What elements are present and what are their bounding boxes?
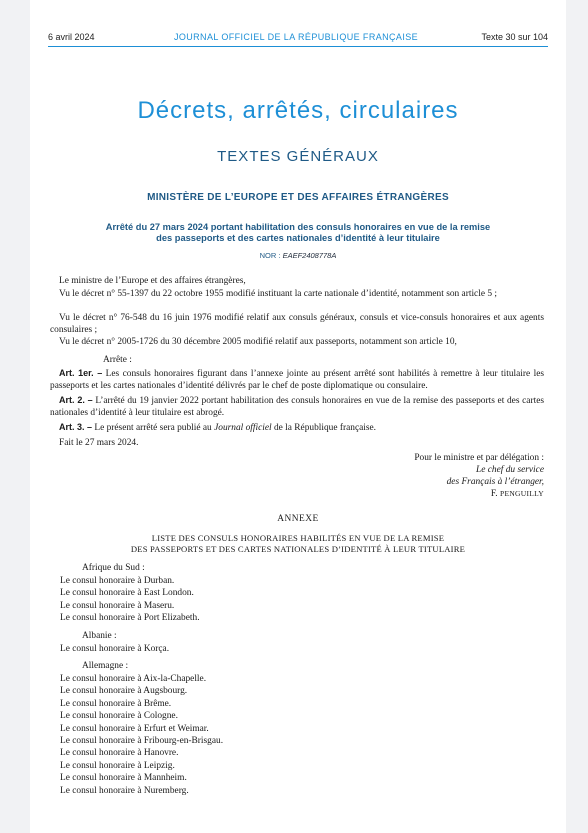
annexe-list-title (60, 533, 536, 555)
nor-reference (30, 251, 566, 260)
signature-block (414, 452, 544, 500)
annex-consul-item: Le consul honoraire à Maseru. (60, 600, 175, 611)
annex-consul-item: Le consul honoraire à Augsbourg. (60, 686, 188, 697)
nor-label: NOR : (259, 251, 281, 260)
annex-consul-item: Le consul honoraire à Durban. (60, 576, 175, 586)
visa-decree-1955: Vu le décret n° 55-1397 du 22 octobre 1955 modifié instituant la carte nationale d’identité, notamment son article 5 ; (59, 289, 497, 299)
fait-date: Fait le 27 mars 2024. (59, 438, 139, 448)
journal-officiel-ref: Journal officiel (214, 423, 272, 433)
annex-consul-item: Le consul honoraire à Cologne. (60, 711, 178, 722)
annex-consul-item: Le consul honoraire à Brême. (60, 698, 172, 709)
article-1-text: Les consuls honoraires figurant dans l’annexe jointe au présent arrêté sont habilités à remettre à leur titulaire les passeports et les cartes nationales d’identité délivrés par le chef de poste diplomatique ou consulaire. (50, 369, 544, 391)
page-margin-left (0, 0, 30, 833)
signature-line-1: Pour le ministre et par délégation : (414, 453, 544, 463)
annex-consul-item: Le consul honoraire à Port Elizabeth. (60, 613, 200, 624)
annex-consul-item: Le consul honoraire à Leipzig. (60, 760, 175, 771)
minister-line: Le ministre de l’Europe et des affaires étrangères, (59, 276, 246, 286)
article-3-label: Art. 3. – (59, 422, 93, 432)
annex-consul-item: Le consul honoraire à Mannheim. (60, 773, 187, 784)
visa-decree-2005: Vu le décret n° 2005-1726 du 30 décembre 2005 modifié relatif aux passeports, notamment son article 10, (59, 337, 457, 347)
annex-consul-item: Le consul honoraire à Hanovre. (60, 748, 179, 759)
section-title: TEXTES GÉNÉRAUX (217, 148, 379, 165)
annex-consul-item: Le consul honoraire à Nuremberg. (60, 785, 189, 796)
signature-name: F. PENGUILLY (490, 489, 544, 499)
nor-code: EAEF2408778A (282, 251, 337, 260)
annex-consul-item: Le consul honoraire à Korça. (60, 643, 170, 654)
header-journal-title: JOURNAL OFFICIEL DE LA RÉPUBLIQUE FRANÇAISE (173, 32, 419, 42)
arrete-title-line-1: Arrêté du 27 mars 2024 portant habilitation des consuls honoraires en vue de la remise (105, 222, 491, 232)
annex-consul-item: Le consul honoraire à Erfurt et Weimar. (60, 723, 209, 734)
page-margin-right (566, 0, 588, 833)
annex-country-heading: Afrique du Sud : (82, 563, 145, 573)
visa-decree-1976: Vu le décret n° 76-548 du 16 juin 1976 modifié relatif aux consuls généraux, consuls et vice-consuls honoraires et aux agents consulaires ; (50, 313, 544, 335)
annex-consul-item: Le consul honoraire à Fribourg-en-Brisgau. (60, 736, 224, 746)
arrete-title-line-2: des passeports et des cartes nationales d’identité à leur titulaire (156, 233, 440, 243)
article-3: Art. 3. – Le présent arrêté sera publié au Journal officiel de la République française. (59, 422, 377, 433)
article-1-label: Art. 1er. – (59, 368, 103, 378)
annex-consul-item: Le consul honoraire à East London. (60, 588, 194, 599)
article-2-text: L’arrêté du 19 janvier 2022 portant habilitation des consuls honoraires en vue de la remise des passeports et des cartes nationales d’identité à leur titulaire est abrogé. (50, 396, 544, 418)
arrete-label: Arrête : (103, 355, 132, 365)
annexe-list-title-line-1: LISTE DES CONSULS HONORAIRES HABILITÉS EN VUE DE LA REMISE (151, 533, 445, 543)
article-2 (50, 394, 544, 419)
article-2-label: Art. 2. – (59, 395, 93, 405)
annex-consul-item: Le consul honoraire à Aix-la-Chapelle. (60, 674, 207, 684)
signature-line-3: des Français à l’étranger, (446, 477, 544, 487)
running-header (48, 32, 548, 46)
ministry-heading: MINISTÈRE DE L’EUROPE ET DES AFFAIRES ÉTRANGÈRES (147, 192, 449, 203)
article-1 (50, 367, 544, 392)
annex-country-heading: Albanie : (82, 630, 117, 641)
main-title: Décrets, arrêtés, circulaires (137, 97, 459, 124)
header-text-number: Texte 30 sur 104 (481, 32, 548, 42)
annex-country-heading: Allemagne : (82, 661, 129, 671)
header-date: 6 avril 2024 (48, 32, 95, 42)
annexe-list-title-line-2: DES PASSEPORTS ET DES CARTES NATIONALES D’IDENTITÉ À LEUR TITULAIRE (130, 544, 466, 554)
arrete-title (60, 222, 536, 244)
annexe-title: ANNEXE (277, 514, 319, 524)
header-rule (48, 46, 548, 47)
signature-line-2: Le chef du service (476, 465, 544, 475)
